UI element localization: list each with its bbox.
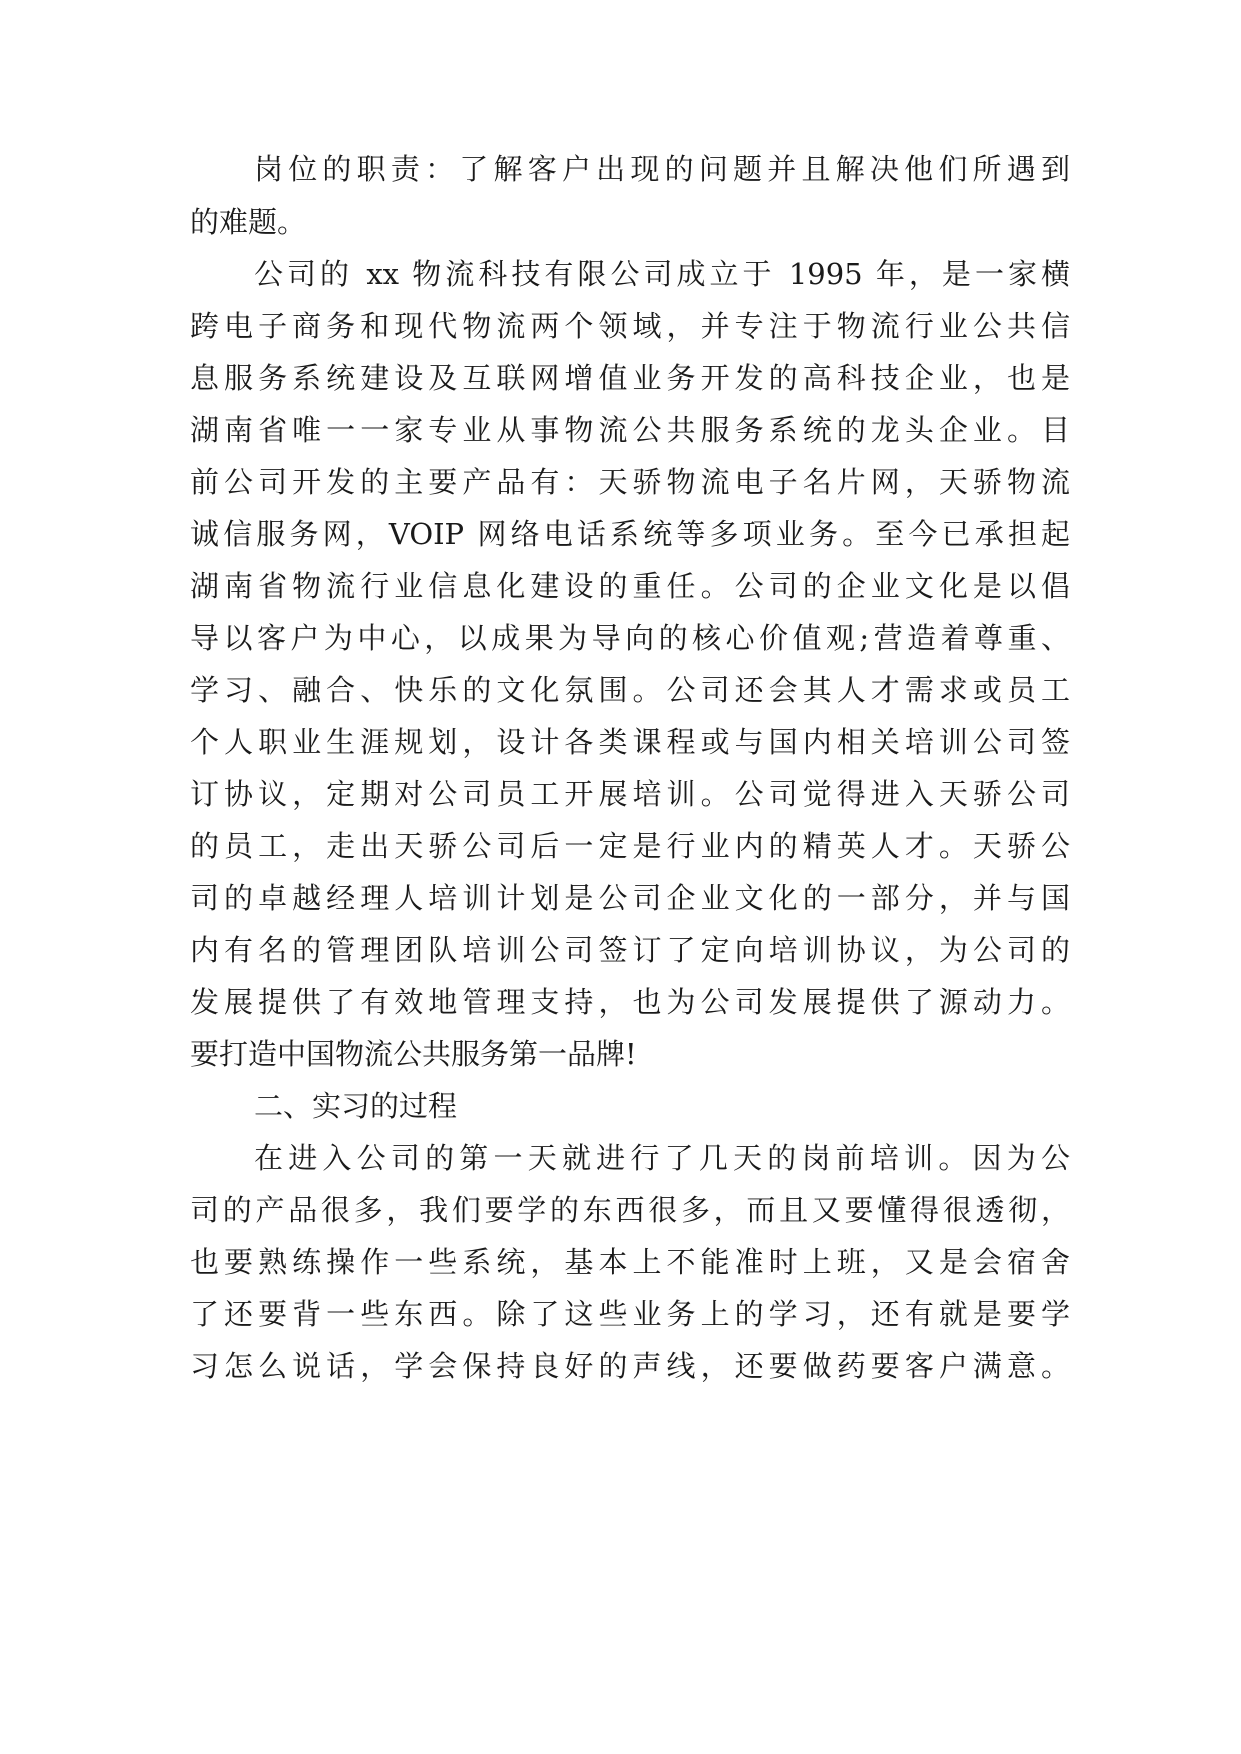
paragraph-line: 的员工，走出天骄公司后一定是行业内的精英人才。天骄公 <box>190 829 1070 863</box>
paragraph-line: 诚信服务网，VOIP 网络电话系统等多项业务。至今已承担起 <box>190 517 1070 551</box>
section-heading: 二、实习的过程 <box>254 1089 458 1123</box>
paragraph-line: 要打造中国物流公共服务第一品牌! <box>190 1037 637 1071</box>
paragraph-line: 的难题。 <box>190 205 307 239</box>
paragraph-line: 习怎么说话，学会保持良好的声线，还要做药要客户满意。 <box>190 1349 1070 1383</box>
paragraph-line: 了还要背一些东西。除了这些业务上的学习，还有就是要学 <box>190 1297 1070 1331</box>
paragraph-line: 内有名的管理团队培训公司签订了定向培训协议，为公司的 <box>190 933 1070 967</box>
paragraph-line: 公司的 xx 物流科技有限公司成立于 1995 年，是一家横 <box>254 257 1070 291</box>
paragraph-line: 订协议，定期对公司员工开展培训。公司觉得进入天骄公司 <box>190 777 1070 811</box>
paragraph-line: 湖南省唯一一家专业从事物流公共服务系统的龙头企业。目 <box>190 413 1070 447</box>
paragraph-line: 导以客户为中心，以成果为导向的核心价值观;营造着尊重、 <box>190 621 1070 655</box>
paragraph-line: 前公司开发的主要产品有：天骄物流电子名片网，天骄物流 <box>190 465 1070 499</box>
paragraph-line: 息服务系统建设及互联网增值业务开发的高科技企业，也是 <box>190 361 1070 395</box>
paragraph-line: 湖南省物流行业信息化建设的重任。公司的企业文化是以倡 <box>190 569 1070 603</box>
paragraph-line: 岗位的职责：了解客户出现的问题并且解决他们所遇到 <box>254 152 1070 186</box>
paragraph-line: 个人职业生涯规划，设计各类课程或与国内相关培训公司签 <box>190 725 1070 759</box>
paragraph-line: 司的产品很多，我们要学的东西很多，而且又要懂得很透彻， <box>190 1193 1070 1227</box>
paragraph-line: 发展提供了有效地管理支持，也为公司发展提供了源动力。 <box>190 985 1070 1019</box>
paragraph-line: 学习、融合、快乐的文化氛围。公司还会其人才需求或员工 <box>190 673 1070 707</box>
paragraph-line: 跨电子商务和现代物流两个领域，并专注于物流行业公共信 <box>190 309 1070 343</box>
paragraph-line: 在进入公司的第一天就进行了几天的岗前培训。因为公 <box>254 1141 1070 1175</box>
paragraph-line: 司的卓越经理人培训计划是公司企业文化的一部分，并与国 <box>190 881 1070 915</box>
paragraph-line: 也要熟练操作一些系统，基本上不能准时上班，又是会宿舍 <box>190 1245 1070 1279</box>
